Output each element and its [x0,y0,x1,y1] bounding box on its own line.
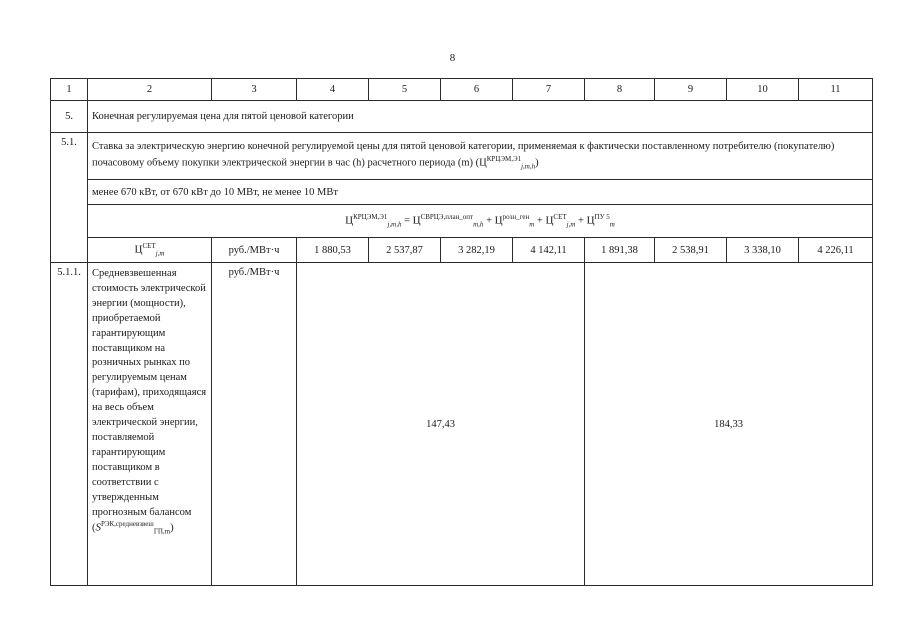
price-symbol [88,238,212,263]
formula-symbol: Ц [412,214,421,227]
formula-symbol: Ц [494,214,503,227]
price-row [51,238,873,263]
column-number: 4 [297,79,369,101]
plus-sign: + [536,215,543,227]
formula-subscript: j,m [566,220,576,229]
column-number: 2 [88,79,212,101]
weighted-cost-value: 184,33 [585,263,873,586]
equals-sign: = [404,215,410,227]
plus-sign: + [486,215,492,227]
formula-symbol: Ц [345,214,354,227]
symbol: S [95,521,101,534]
symbol-subscript: j,m [155,249,165,258]
symbol-subscript: ГП,m [153,528,171,536]
symbol-superscript: КРЦЭМ,Э1 [486,154,522,163]
tariff-table [50,78,873,586]
price-value: 3 338,10 [727,238,799,263]
section-5-row [51,101,873,133]
formula-superscript: СВРЦЭ,план_опт [420,213,474,222]
unit-cell: руб./МВт·ч [212,238,297,263]
price-value: 2 537,87 [369,238,441,263]
section-title: Конечная регулируемая цена для пятой ценовой категории [88,101,873,133]
formula-subscript: j,m,h [387,220,402,229]
formula-subscript: m [529,220,535,229]
column-number: 11 [799,79,873,101]
symbol-superscript: РЭК,средневзвеш [101,520,154,529]
price-value: 4 226,11 [799,238,873,263]
formula [88,205,873,238]
page-number: 8 [449,52,456,64]
section-5-1-row [51,133,873,180]
formula-symbol: Ц [586,214,595,227]
symbol: Ц [134,243,143,256]
description-text: Ставка за электрическую энергию конечной регулируемой цены для пятой ценовой категории, применяемая к фактически поставленному потребителю (покупателю) почасовому объему покупки электрической энергии в час (h) расчетного периода (m) (Ц [92,140,835,169]
capacity-range-row [51,180,873,205]
price-value: 1 891,38 [585,238,655,263]
price-value: 3 282,19 [441,238,513,263]
row-number: 5.1. [51,133,88,263]
price-value: 1 880,53 [297,238,369,263]
column-number: 8 [585,79,655,101]
column-number: 9 [655,79,727,101]
plus-sign: + [578,215,584,227]
formula-superscript: СЕТ [553,213,567,222]
formula-row [51,205,873,238]
description-end: ) [535,157,539,169]
row-number: 5.1.1. [51,263,88,586]
formula-subscript: m [609,220,615,229]
formula-subscript: m,h [473,220,484,229]
row-number: 5. [51,101,88,133]
column-number: 7 [513,79,585,101]
description-end: ) [170,522,174,534]
price-value: 2 538,91 [655,238,727,263]
cost-description [88,263,212,586]
symbol-superscript: СЕТ [142,242,156,251]
section-description [88,133,873,180]
symbol-subscript: j,m,h [521,162,536,171]
column-number: 6 [441,79,513,101]
description-text: Средневзвешенная стоимость электрической энергии (мощности), приобретаемой гарантирующим поставщиком на розничных рынках по регулируемым ценам (тарифам), приходящаяся на весь объем электрической энергии, поставляемой гарантирующим поставщиком в соответствии с утвержденным прогнозным балансом ( [92,268,207,534]
column-numbers-row [51,79,873,101]
unit-cell: руб./МВт·ч [212,263,297,586]
column-number: 1 [51,79,88,101]
weighted-cost-value: 147,43 [297,263,585,586]
section-5-1-1-row [51,263,873,586]
column-number: 3 [212,79,297,101]
formula-symbol: Ц [545,214,554,227]
capacity-range: менее 670 кВт, от 670 кВт до 10 МВт, не менее 10 МВт [88,180,873,205]
column-number: 5 [369,79,441,101]
column-number: 10 [727,79,799,101]
formula-superscript: КРЦЭМ,Э1 [353,213,388,222]
price-value: 4 142,11 [513,238,585,263]
formula-superscript: ПУ 5 [594,213,610,222]
formula-superscript: розн_ген [502,213,530,222]
